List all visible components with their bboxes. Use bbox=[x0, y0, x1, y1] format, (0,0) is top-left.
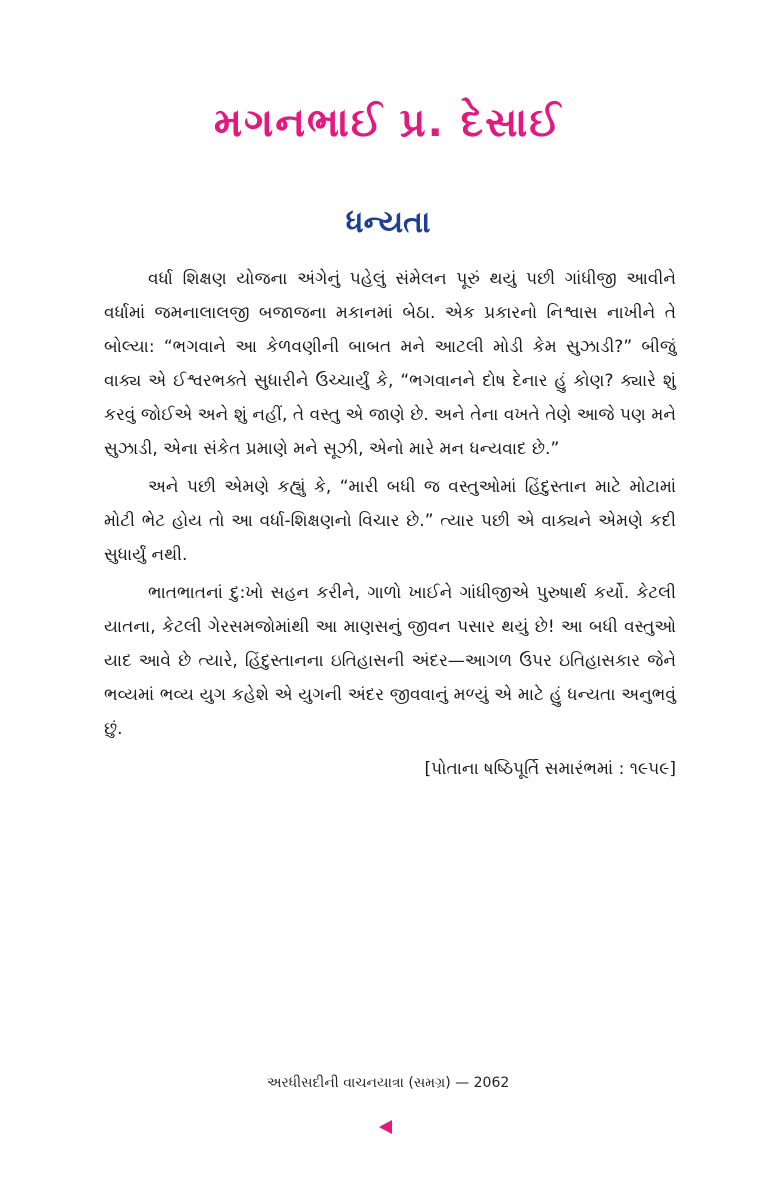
essay-body bbox=[104, 262, 676, 786]
author-heading: મગનભાઈ પ્ર. દેસાઈ bbox=[213, 100, 563, 146]
previous-page-arrow-icon[interactable] bbox=[379, 1120, 392, 1134]
paragraph-3: ભાતભાતનાં દુ:ખો સહન કરીને, ગાળો ખાઈને ગાંધીજીએ પુરુષાર્થ કર્યો. કેટલી યાતના, કેટલી ગેરસમજોમાંથી આ માણસનું જીવન પસાર થયું છે! આ બધી વસ્તુઓ યાદ આવે છે ત્યારે, હિંદુસ્તાનના ઇતિહાસની અંદર—આગળ ઉપર ઇતિહાસકાર જેને ભવ્યમાં ભવ્ય યુગ કહેશે એ યુગની અંદર જીવવાનું મળ્યું એ માટે હું ધન્યતા અનુભવું છું. bbox=[104, 583, 676, 739]
page-footer: અરધીસદીની વાચનયાત્રા (સમગ્ર) — 2062 bbox=[266, 1075, 510, 1091]
paragraph-2: અને પછી એમણે કહ્યું કે, “મારી બધી જ વસ્તુઓમાં હિંદુસ્તાન માટે મોટામાં મોટી ભેટ હોય તો આ વર્ધા-શિક્ષણનો વિચાર છે.” ત્યાર પછી એ વાક્યને એમણે કદી સુધાર્યું નથી. bbox=[104, 477, 676, 565]
source-citation: [પોતાના ષષ્ઠિપૂર્તિ સમારંભમાં : ૧૯૫૯] bbox=[424, 759, 676, 779]
paragraph-1: વર્ધા શિક્ષણ યોજના અંગેનું પહેલું સંમેલન પૂરું થયું પછી ગાંધીજી આવીને વર્ધામાં જમનાલાલજી બજાજના મકાનમાં બેઠા. એક પ્રકારનો નિશ્વાસ નાખીને તે બોલ્યા: “ભગવાને આ કેળવણીની બાબત મને આટલી મોડી કેમ સુઝાડી?” બીજું વાક્ય એ ઈશ્વરભક્તે સુધારીને ઉચ્ચાર્યું કે, “ભગવાનને દોષ દેનાર હું કોણ? ક્યારે શું કરવું જોઈએ અને શું નહીં, તે વસ્તુ એ જાણે છે. અને તેના વખતે તેણે આજે પણ મને સુઝાડી, એના સંકેત પ્રમાણે મને સૂઝી, એનો મારે મન ધન્યવાદ છે.” bbox=[104, 269, 676, 459]
essay-title: ધન્યતા bbox=[345, 205, 431, 240]
